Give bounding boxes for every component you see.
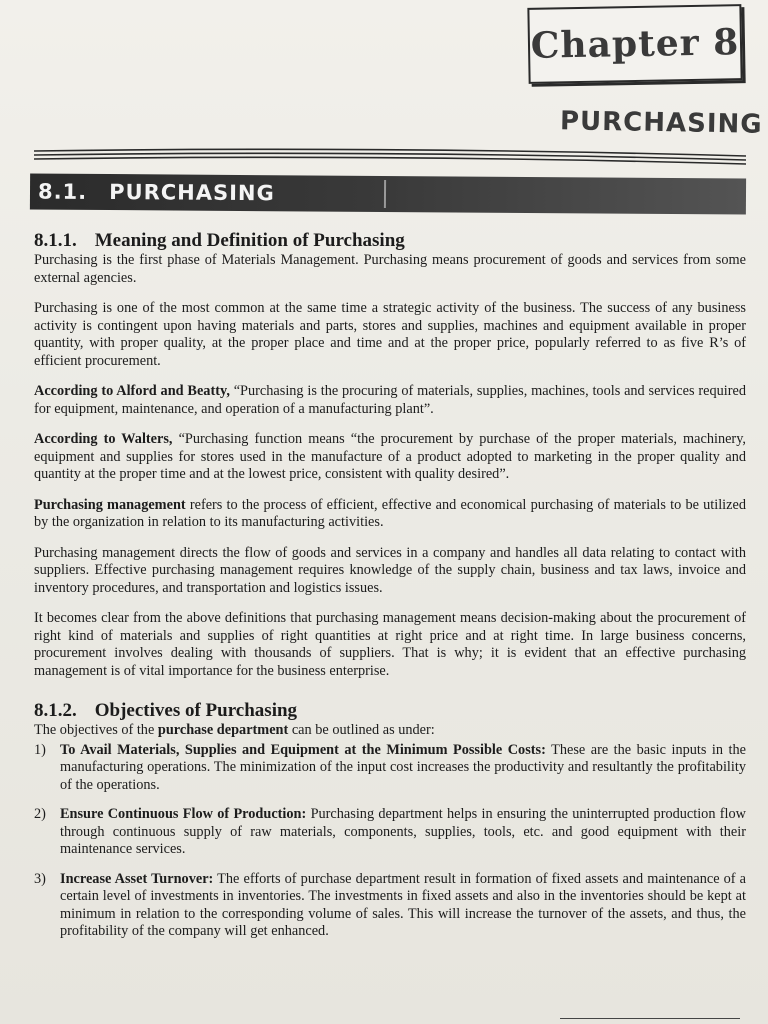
list-item <box>34 871 746 941</box>
paragraph-2: Purchasing is one of the most common at the same time a strategic activity of the business. The success of any business activity is contingent upon having materials and parts, stores and supplies, machines and equipment available in proper quantity, with proper quality, at the proper place and time and at the proper price, popularly referred to as five R’s of efficient procurement. <box>34 300 746 369</box>
subsection-number: 8.1.1. <box>34 230 77 251</box>
paragraph-alford-beatty <box>34 383 746 418</box>
section-header-bar <box>30 174 746 215</box>
list-marker: 1) <box>34 741 46 758</box>
list-item-title: To Avail Materials, Supplies and Equipment at the Minimum Possible Costs: <box>60 741 546 758</box>
list-item-text: Purchasing department helps in ensuring the uninterrupted production flow through continuous supply of raw materials, components, supplies, tools, etc. and good equipment with their maintenance services. <box>60 806 746 857</box>
subsection-heading-objectives <box>34 700 746 722</box>
paragraph-7: It becomes clear from the above definitions that purchasing management means decision-making about the procurement of right kind of materials and supplies of right quantities at right price and at right time. In large business concerns, procurement involves dealing with thousands of suppliers. That is why; it is evident that an effective purchasing management is of vital importance for the business enterprise. <box>34 610 746 679</box>
intro-bold: purchase department <box>157 722 289 738</box>
section-title: PURCHASING <box>109 180 275 206</box>
list-marker: 3) <box>34 870 46 887</box>
chapter-label: Chapter 8 <box>530 21 740 67</box>
chapter-title: PURCHASING <box>559 106 763 140</box>
subsection-number: 8.1.2. <box>34 700 77 721</box>
subsection-title: Meaning and Definition of Purchasing <box>94 230 405 251</box>
objectives-list <box>34 742 746 941</box>
decorative-rules <box>34 148 746 166</box>
list-item-title: Ensure Continuous Flow of Production: <box>60 806 307 822</box>
list-item <box>34 806 746 859</box>
chapter-label-box <box>527 4 742 84</box>
list-item-text: The efforts of purchase department result in formation of fixed assets and maintenance of a certain level of investments in inventories. The investments in fixed assets and also in the inventories should be kept at minimum in relation to the corresponding volume of sales. This will increase the turnover of the assets, and thus, the profitability of the company will get enhanced. <box>60 870 747 939</box>
paragraph-walters <box>34 431 746 484</box>
subsection-title: Objectives of Purchasing <box>94 700 298 721</box>
footer-rule <box>560 1018 740 1019</box>
paragraph-6: Purchasing management directs the flow of goods and services in a company and handles all data relating to contact with suppliers. Effective purchasing management requires knowledge of the supply chain, business and tax laws, invoice and inventory procedures, and transportation and logistics issues. <box>34 544 746 596</box>
paragraph-1: Purchasing is the first phase of Materials Management. Purchasing means procurement of goods and services from some external agencies. <box>34 252 746 286</box>
list-marker: 2) <box>34 806 46 822</box>
paragraph-lead: According to Alford and Beatty, <box>34 383 230 399</box>
paragraph-body: refers to the process of efficient, effective and economical purchasing of materials to be utilized by the organization in relation to its manufacturing activities. <box>34 496 746 530</box>
paragraph-body: “Purchasing function means “the procurement by purchase of the proper materials, machinery, equipment and supplies for stores used in the manufacture of a product adopted to marketing in the proper quality and quantity at the proper time and at the lowest price, consistent with quality desired”. <box>34 431 746 482</box>
list-item <box>34 742 746 795</box>
paragraph-lead: Purchasing management <box>34 496 186 513</box>
list-item-text: These are the basic inputs in the manufacturing operations. The minimization of the input cost increases the productivity and resultantly the profitability of the operations. <box>60 741 746 793</box>
objectives-intro <box>34 722 746 740</box>
intro-text: can be outlined as under: <box>288 722 435 738</box>
intro-text: The objectives of the <box>34 722 158 738</box>
subsection-heading-meaning <box>34 230 746 252</box>
section-number: 8.1. <box>37 179 88 204</box>
paragraph-lead: According to Walters, <box>34 431 173 447</box>
list-item-title: Increase Asset Turnover: <box>60 870 214 887</box>
section-bar-divider <box>384 180 386 208</box>
paragraph-body: “Purchasing is the procuring of materials, supplies, machines, tools and services required for equipment, maintenance, and operation of a manufacturing plant”. <box>34 383 746 417</box>
paragraph-purchasing-management <box>34 497 746 532</box>
page-content <box>34 230 746 953</box>
